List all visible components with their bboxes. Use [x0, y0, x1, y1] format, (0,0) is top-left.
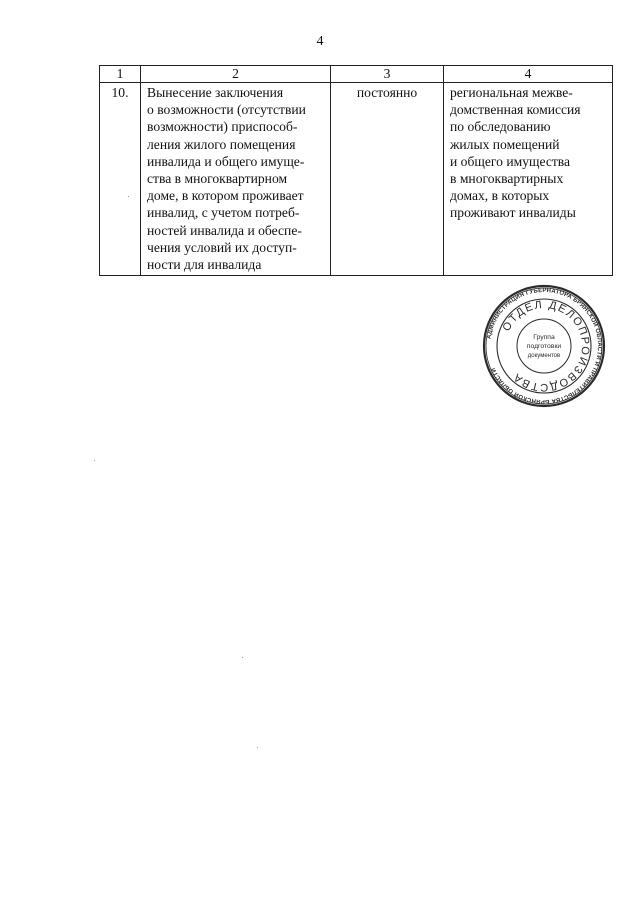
description-line: возможности) приспособ-	[147, 119, 298, 135]
description-line: ления жилого помещения	[147, 136, 296, 152]
stamp-center-line: Группа	[533, 334, 555, 341]
description-line: инвалид, с учетом потреб-	[147, 205, 300, 221]
table-header-row	[100, 66, 613, 83]
table-row	[100, 83, 613, 276]
description-line: Вынесение заключения	[147, 85, 284, 100]
description-cell	[141, 83, 331, 276]
responsible-line: региональная межве-	[450, 85, 573, 100]
header-col-4: 4	[444, 66, 613, 83]
row-number: 10.	[100, 83, 141, 276]
scan-speck	[257, 747, 258, 748]
responsible-line: по обследованию	[450, 119, 551, 135]
stamp-outer-text: АДМИНИСТРАЦИЯ ГУБЕРНАТОРА БРЯНСКОЙ ОБЛАСТИ И ПРАВИТЕЛЬСТВА БРЯНСКОЙ ОБЛАСТИ	[486, 287, 603, 405]
frequency-cell: постоянно	[331, 83, 444, 276]
stamp-center-line: подготовки	[526, 343, 562, 350]
header-col-1: 1	[100, 66, 141, 83]
responsible-line: домах, в которых	[450, 188, 550, 204]
page-number: 4	[316, 34, 324, 49]
header-col-2: 2	[141, 66, 331, 83]
scan-speck	[94, 460, 95, 461]
scan-speck	[128, 196, 129, 197]
description-line: чения условий их доступ-	[147, 239, 297, 255]
responsible-line: и общего имущества	[450, 153, 571, 169]
description-line: доме, в котором проживает	[147, 188, 304, 204]
description-line: инвалида и общего имуще-	[147, 153, 305, 169]
responsible-cell	[444, 83, 613, 276]
header-col-3: 3	[331, 66, 444, 83]
stamp-center-line: документов	[527, 353, 561, 359]
responsible-line: жилых помещений	[450, 136, 560, 152]
stamp-middle-text: ОТДЕЛ ДЕЛОПРОИЗВОДСТВА	[500, 298, 592, 394]
description-line: ностей инвалида и обеспе-	[147, 222, 302, 238]
responsible-line: проживают инвалиды	[450, 205, 576, 221]
scan-speck	[242, 657, 243, 658]
description-line: ности для инвалида	[147, 257, 262, 273]
responsible-line: домственная комиссия	[450, 102, 581, 118]
official-stamp	[482, 284, 606, 408]
responsible-line: в многоквартирных	[450, 171, 564, 187]
description-line: о возможности (отсутствии	[147, 102, 306, 118]
description-line: ства в многоквартирном	[147, 171, 288, 187]
document-table	[99, 65, 613, 276]
